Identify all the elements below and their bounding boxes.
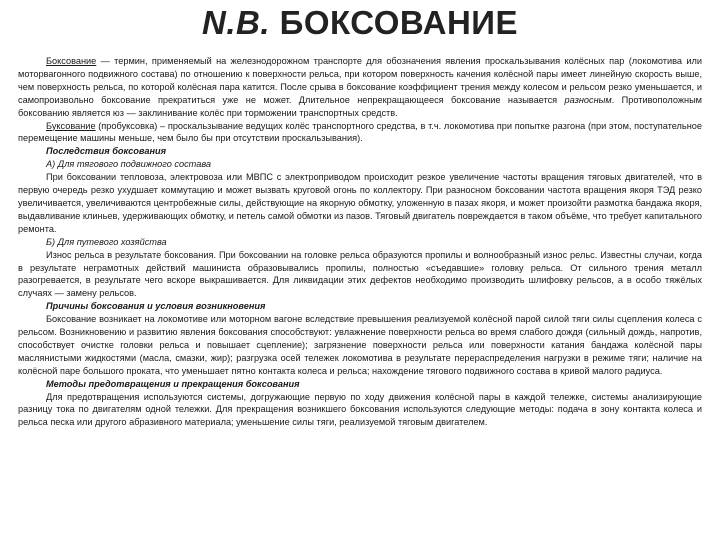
subheading-traction-stock: А) Для тягового подвижного состава (46, 159, 212, 170)
document-body (18, 55, 702, 429)
title-prefix: N.B. (201, 4, 270, 41)
definition-boxing-italic: разносным (564, 94, 612, 105)
page-title (0, 4, 720, 42)
paragraph-definition-slipping (18, 120, 702, 146)
heading-consequences: Последствия боксования (46, 146, 167, 157)
definition-slipping-text: (пробуксовка) – проскальзывание ведущих колёс транспортного средства, в т.ч. локомотива при попытке разгона (при этом, поступательное перемещение машины меньше, чем было бы при отсутствии проскальзывания). (18, 120, 702, 144)
paragraph-traction-stock: При боксовании тепловоза, электровоза или МВПС с электроприводом происходит резкое увеличение частоты вращения тяговых двигателей, что в первую очередь резко ухудшает коммутацию и может вызвать круговой огонь по коллектору. При разносном боксовании частота вращения якоря ТЭД резко увеличивается, увеличиваются центробежные силы, действующие на якорную обмотку, уложенную в пазах якоря, и может произойти размотка бандажа якоря, выдавливание клиньев, удерживающих обмотку, и петель самой обмотки из пазов. Тяговый двигатель повреждается в таком объёме, что требует капитального ремонта. (18, 172, 702, 234)
heading-prevention: Методы предотвращения и прекращения боксования (46, 378, 300, 389)
paragraph-causes: Боксование возникает на локомотиве или моторном вагоне вследствие превышения реализуемой колёсной парой силой тяги силы сцепления колеса с рельсом. Возникновению и развитию явления боксования способствуют: увлажнение поверхности рельса во время слабого дождя (сильный дождь, напротив, способствует очистке головки рельса и повышает сцепление); загрязнение поверхности рельса или поверхности катания бандажа колёсной пары маслянистыми жидкостями (масла, смазки, жир); разгрузка осей тележек локомотива в результате перераспределения нагрузки в режиме тяги; наличие на колёсной паре большого проката, что уменьшает пятно контакта колеса и рельса; нахождение тягового подвижного состава в кривой малого радиуса. (18, 314, 702, 376)
definition-boxing-text-2: . Противоположным боксованию является юз — заклинивание колёс при торможении транспортных средств. (18, 94, 702, 118)
heading-causes: Причины боксования и условия возникновения (46, 301, 266, 312)
definition-boxing-text-1: — термин, применяемый на железнодорожном транспорте для обозначения явления проскальзывания колёсных пар (локомотива или моторвагонного подвижного состава) по отношению к поверхности рельса, при котором поверхность качения колёсной пары имеет линейную скорость выше, чем поверхность рельса, по которой колёсная пара катится. После срыва в боксование коэффициент трения между колесом и рельсом резко уменьшается, и самопроизвольно боксование прекратиться уже не может. Длительное непрекращающееся боксование называется (18, 56, 702, 105)
title-main: БОКСОВАНИЕ (279, 4, 519, 41)
paragraph-prevention: Для предотвращения используются системы, догружающие первую по ходу движения колёсной пары в каждой тележке, системы анализирующие разницу тока по двигателям одной тележки. Для прекращения возникшего боксования используются следующие методы: подача в зону контакта колеса и рельса песка или другого абразивного материала; уменьшение силы тяги, реализуемой тяговым двигателем. (18, 391, 702, 428)
paragraph-definition-boxing (18, 55, 702, 120)
term-slipping: Буксование (46, 120, 96, 131)
subheading-track: Б) Для путевого хозяйства (46, 236, 167, 247)
term-boxing: Боксование (46, 56, 97, 66)
paragraph-track: Износ рельса в результате боксования. При боксовании на головке рельса образуются пропилы и волнообразный износ рельс. Известны случаи, когда в результате неграмотных действий машиниста образовывались пропилы, полностью «съедавшие» головку рельса. От сильного трения металл разогревается, в результате чего вскоре выкрашивается. Для ликвидации этих дефектов необходимо производить шлифовку рельсов, а в особо тяжёлых случаях — замену рельсов. (18, 249, 702, 299)
